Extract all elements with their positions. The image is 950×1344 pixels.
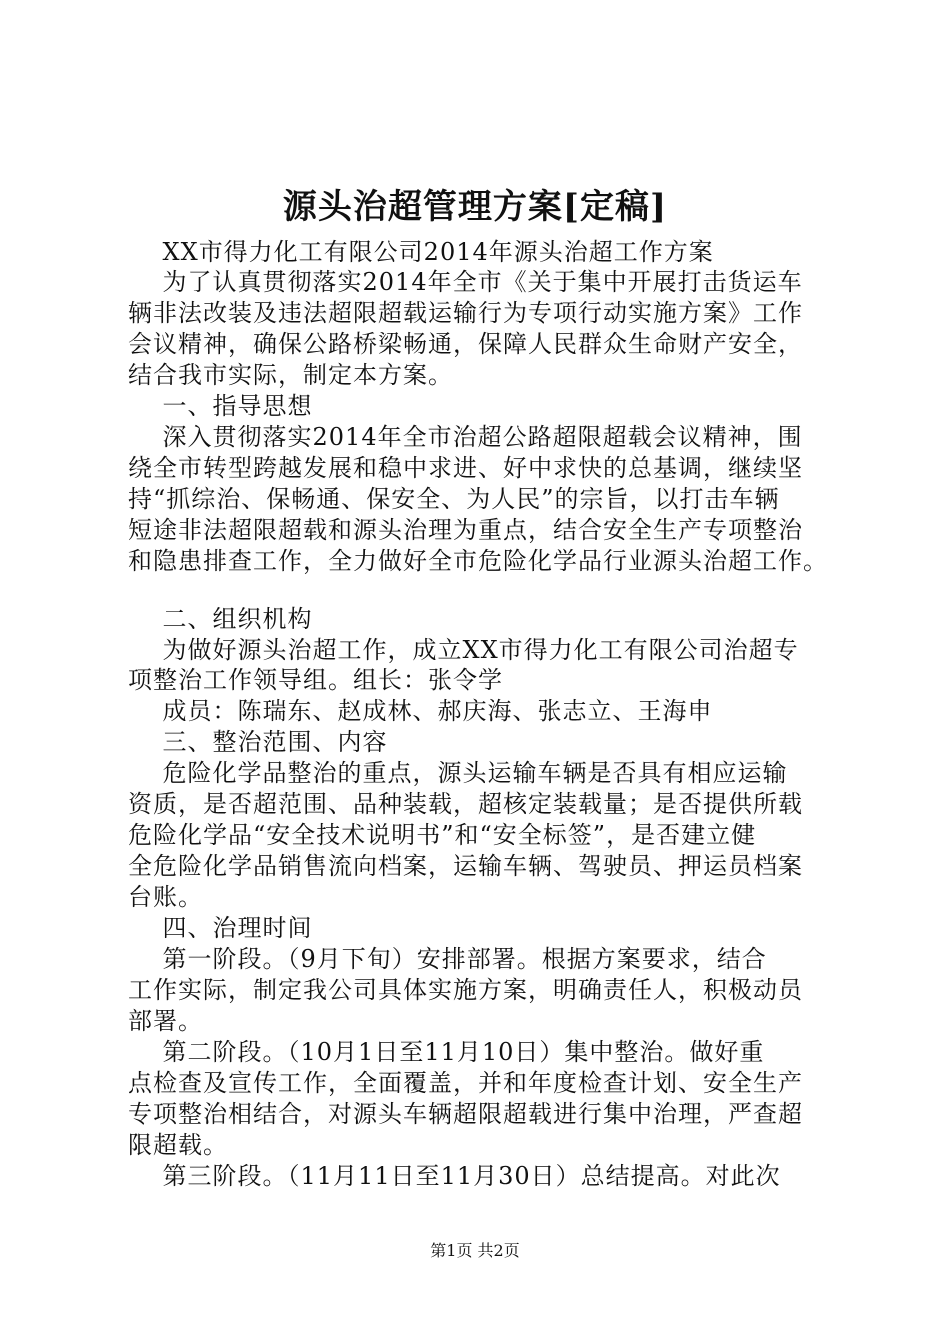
body-line: 三、整治范围、内容 [128, 728, 388, 756]
body-line: XX市得力化工有限公司2014年源头治超工作方案 [128, 238, 714, 266]
body-line: 持“抓综治、保畅通、保安全、为人民”的宗旨，以打击车辆 [128, 485, 780, 513]
body-line: 全危险化学品销售流向档案，运输车辆、驾驶员、押运员档案 [128, 852, 803, 880]
body-line: 绕全市转型跨越发展和稳中求进、好中求快的总基调，继续坚 [128, 454, 803, 482]
body-line: 部署。 [128, 1007, 203, 1035]
body-line: 短途非法超限超载和源头治理为重点，结合安全生产专项整治 [128, 516, 803, 544]
body-line: 台账。 [128, 883, 203, 911]
body-line: 辆非法改装及违法超限超载运输行为专项行动实施方案》工作 [128, 299, 803, 327]
body-line: 会议精神，确保公路桥梁畅通，保障人民群众生命财产安全， [128, 330, 803, 358]
body-line: 专项整治相结合，对源头车辆超限超载进行集中治理，严查超 [128, 1100, 803, 1128]
body-line: 工作实际，制定我公司具体实施方案，明确责任人，积极动员 [128, 976, 803, 1004]
document-title: 源头治超管理方案[定稿] [282, 187, 668, 227]
body-line: 结合我市实际，制定本方案。 [128, 361, 453, 389]
body-line: 危险化学品整治的重点，源头运输车辆是否具有相应运输 [128, 759, 788, 787]
body-line: 深入贯彻落实2014年全市治超公路超限超载会议精神，围 [128, 423, 803, 451]
body-line: 第二阶段。（10月1日至11月10日）集中整治。做好重 [128, 1038, 765, 1066]
body-line: 和隐患排查工作，全力做好全市危险化学品行业源头治超工作。 [128, 547, 828, 575]
body-line: 第一阶段。（9月下旬）安排部署。根据方案要求，结合 [128, 945, 767, 973]
body-line: 危险化学品“安全技术说明书”和“安全标签”，是否建立健 [128, 821, 757, 849]
body-line: 项整治工作领导组。组长：张令学 [128, 666, 503, 694]
body-line: 四、治理时间 [128, 914, 313, 942]
body-line: 为做好源头治超工作，成立XX市得力化工有限公司治超专 [128, 636, 799, 664]
body-line: 二、组织机构 [128, 605, 313, 633]
body-line: 限超载。 [128, 1131, 228, 1159]
body-line: 点检查及宣传工作，全面覆盖，并和年度检查计划、安全生产 [128, 1069, 803, 1097]
body-line: 一、指导思想 [128, 392, 313, 420]
body-line: 为了认真贯彻落实2014年全市《关于集中开展打击货运车 [128, 268, 803, 296]
body-line: 成员：陈瑞东、赵成林、郝庆海、张志立、王海申 [128, 697, 713, 725]
page-number-footer: 第1页 共2页 [430, 1241, 520, 1260]
body-line: 第三阶段。（11月11日至11月30日）总结提高。对此次 [128, 1162, 781, 1190]
body-line: 资质，是否超范围、品种装载，超核定装载量；是否提供所载 [128, 790, 803, 818]
